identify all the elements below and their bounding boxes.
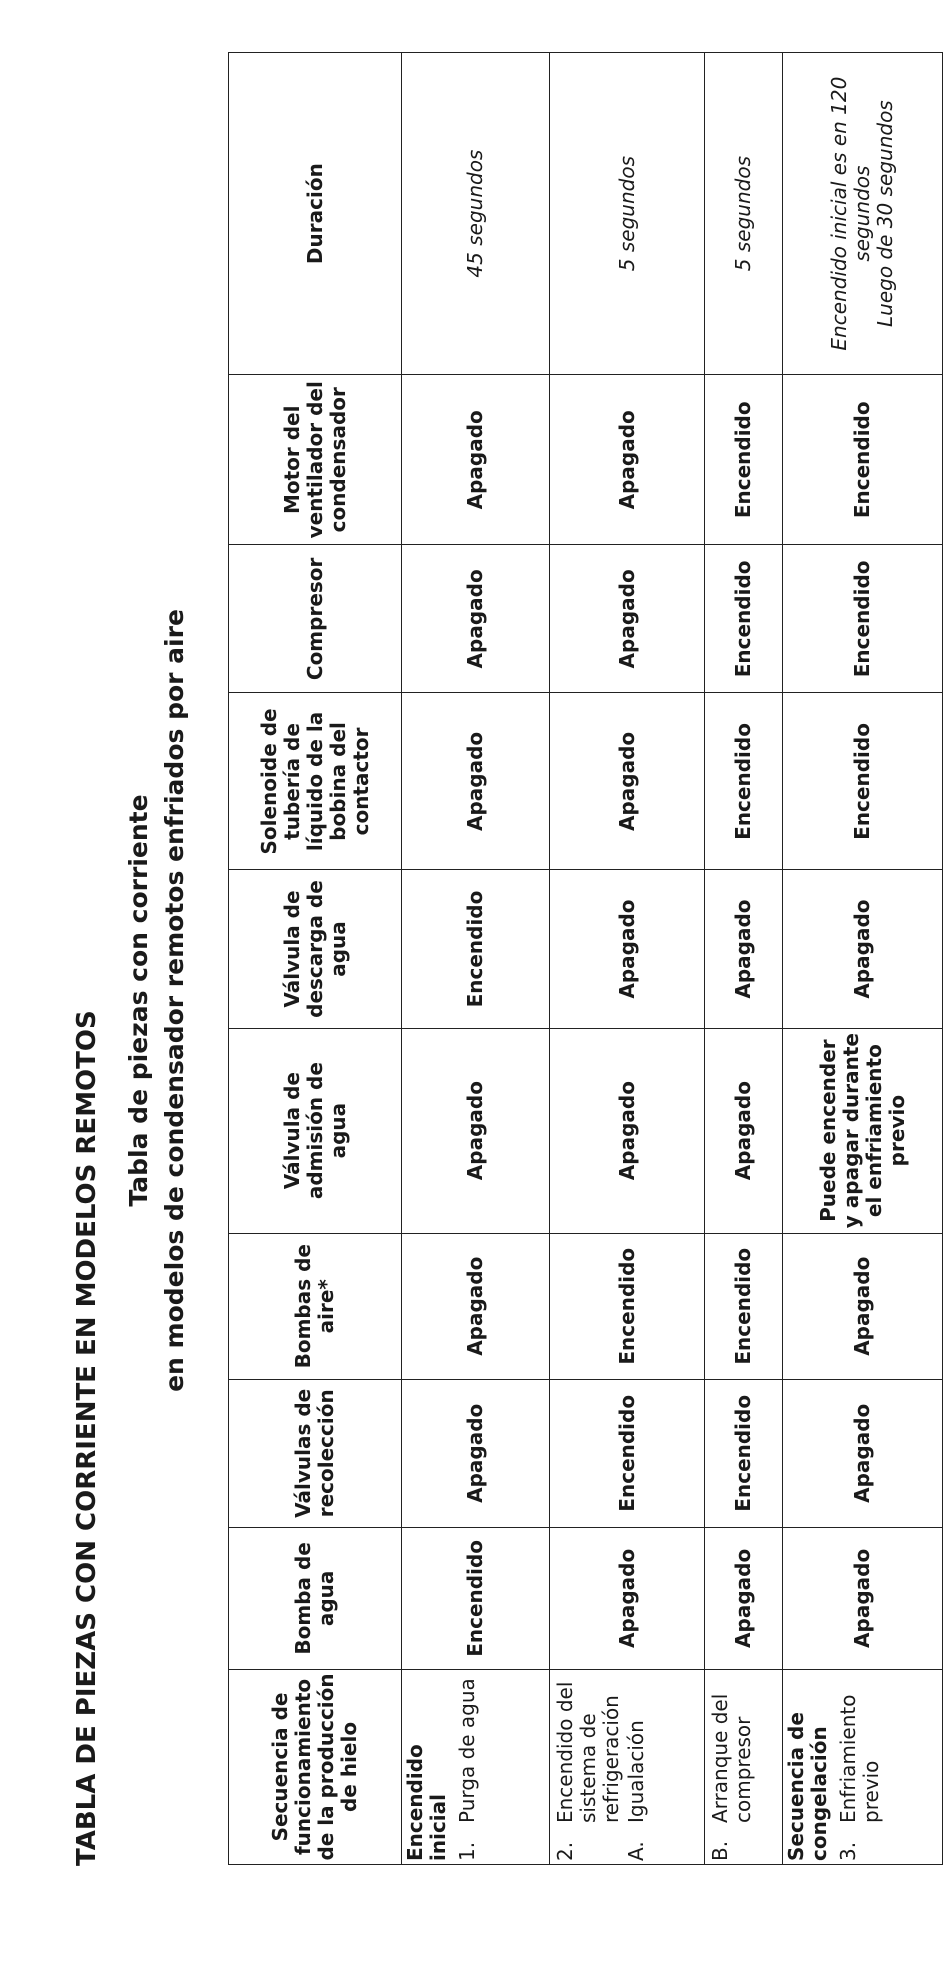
header-harvest-valves: Válvulas de recolección (229, 1379, 402, 1527)
air-pumps-cell: Encendido (705, 1233, 783, 1379)
parts-table (228, 52, 943, 1865)
dump-valve-cell: Apagado (550, 870, 705, 1028)
header-inlet-valve: Válvula de admisión de agua (229, 1028, 402, 1233)
step-number: A. (624, 1841, 648, 1861)
fan-motor-cell: Apagado (402, 375, 550, 545)
dump-valve-cell: Apagado (783, 870, 943, 1028)
air-pumps-cell: Apagado (402, 1233, 550, 1379)
dump-valve-cell: Apagado (705, 870, 783, 1028)
page-title: TABLA DE PIEZAS CON CORRIENTE EN MODELOS REMOTOS (72, 1010, 102, 1866)
sequence-cell (705, 1669, 783, 1864)
step-list (456, 1673, 479, 1861)
header-solenoid: Solenoide de tubería de líquido de la bobina del contactor (229, 693, 402, 870)
compressor-cell: Encendido (783, 545, 943, 693)
header-row (229, 53, 402, 1865)
step-number: 1. (455, 1841, 479, 1861)
header-sequence: Secuencia de funcionamiento de la producción de hielo (229, 1669, 402, 1864)
water-pump-cell: Apagado (705, 1527, 783, 1669)
solenoid-cell: Apagado (402, 693, 550, 870)
duration-cell: 45 segundos (402, 53, 550, 375)
harvest-valves-cell: Apagado (402, 1379, 550, 1527)
table-title-line1: Tabla de piezas con corriente (124, 794, 153, 1207)
harvest-valves-cell: Encendido (550, 1379, 705, 1527)
list-item (837, 1673, 883, 1861)
step-number: B. (708, 1840, 732, 1861)
sequence-header: Secuencia de congelación (784, 1712, 831, 1861)
compressor-cell: Encendido (705, 545, 783, 693)
header-fan-motor: Motor del ventilador del condensador (229, 375, 402, 545)
harvest-valves-cell: Apagado (783, 1379, 943, 1527)
duration-cell: 5 segundos (705, 53, 783, 375)
inlet-valve-cell: Puede encender y apagar durante el enfriamiento previo (783, 1028, 943, 1233)
header-dump-valve: Válvula de descarga de agua (229, 870, 402, 1028)
water-pump-cell: Apagado (783, 1527, 943, 1669)
inlet-valve-cell: Apagado (705, 1028, 783, 1233)
air-pumps-cell: Apagado (783, 1233, 943, 1379)
water-pump-cell: Encendido (402, 1527, 550, 1669)
step-text: Purga de agua (455, 1678, 479, 1823)
table-row (705, 53, 783, 1865)
inlet-valve-cell: Apagado (402, 1028, 550, 1233)
compressor-cell: Apagado (550, 545, 705, 693)
step-text: Arranque del compresor (708, 1693, 755, 1823)
fan-motor-cell: Encendido (705, 375, 783, 545)
table-row (550, 53, 705, 1865)
header-compressor: Compresor (229, 545, 402, 693)
inlet-valve-cell: Apagado (550, 1028, 705, 1233)
fan-motor-cell: Apagado (550, 375, 705, 545)
fan-motor-cell: Encendido (783, 375, 943, 545)
sequence-cell (550, 1669, 705, 1864)
duration-line: Luego de 30 segundos (873, 100, 897, 327)
step-text: Igualación (624, 1720, 648, 1823)
solenoid-cell: Encendido (705, 693, 783, 870)
air-pumps-cell: Encendido (550, 1233, 705, 1379)
compressor-cell: Apagado (402, 545, 550, 693)
header-duration: Duración (229, 53, 402, 375)
table-row (783, 53, 943, 1865)
harvest-valves-cell: Encendido (705, 1379, 783, 1527)
list-item (554, 1673, 623, 1861)
step-list (554, 1673, 648, 1861)
water-pump-cell: Apagado (550, 1527, 705, 1669)
sequence-header: Encendido inicial (403, 1744, 450, 1861)
duration-line: Encendido inicial es en 120 segundos (827, 76, 874, 351)
list-item (625, 1673, 648, 1861)
header-air-pumps: Bombas de aire* (229, 1233, 402, 1379)
step-list (709, 1673, 755, 1861)
solenoid-cell: Apagado (550, 693, 705, 870)
duration-cell (783, 53, 943, 375)
sequence-cell (402, 1669, 550, 1864)
header-water-pump: Bomba de agua (229, 1527, 402, 1669)
list-item (456, 1673, 479, 1861)
table-title-line2: en modelos de condensador remotos enfriados por aire (160, 609, 189, 1392)
sequence-cell (783, 1669, 943, 1864)
table-row (402, 53, 550, 1865)
step-text: Enfriamiento previo (836, 1694, 883, 1823)
step-list (837, 1673, 883, 1861)
step-text: Encendido del sistema de refrigeración (553, 1681, 623, 1823)
dump-valve-cell: Encendido (402, 870, 550, 1028)
list-item (709, 1673, 755, 1861)
duration-cell: 5 segundos (550, 53, 705, 375)
step-number: 3. (836, 1841, 860, 1861)
solenoid-cell: Encendido (783, 693, 943, 870)
step-number: 2. (553, 1841, 577, 1861)
